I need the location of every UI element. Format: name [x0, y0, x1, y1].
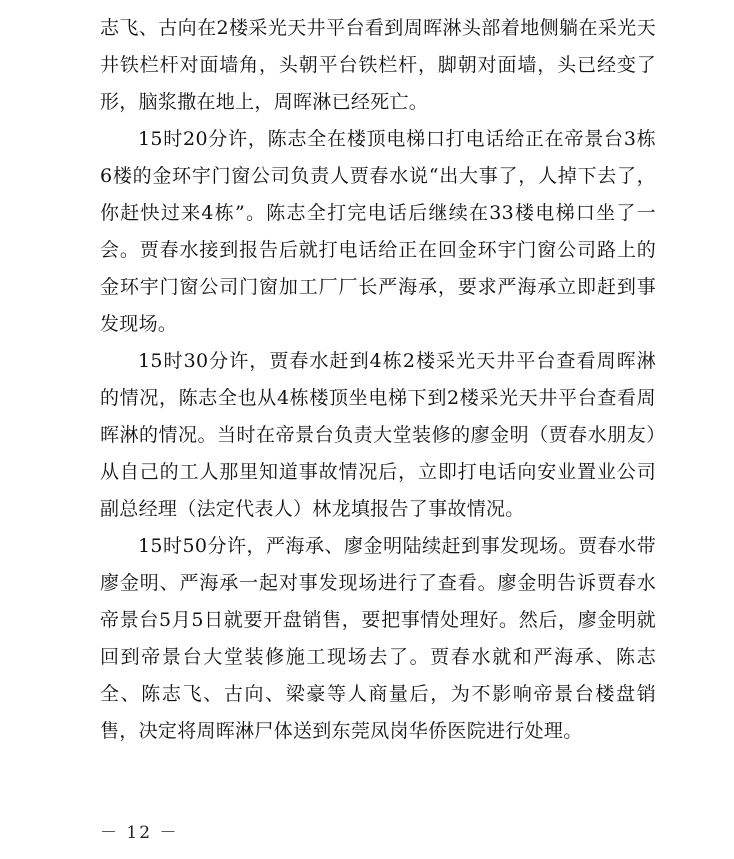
- paragraph-4: 15时50分许，严海承、廖金明陆续赶到事发现场。贾春水带廖金明、严海承一起对事发现场进行了查看。廖金明告诉贾春水帝景台5月5日就要开盘销售，要把事情处理好。然后，廖金明就回到帝景台大堂装修施工现场去了。贾春水就和严海承、陈志全、陈志飞、古向、梁豪等人商量后，为不影响帝景台楼盘销售，决定将周晖淋尸体送到东莞凤岗华侨医院进行处理。: [100, 535, 656, 742]
- paragraph-3: 15时30分许，贾春水赶到4栋2楼采光天井平台查看周晖淋的情况，陈志全也从4栋楼顶坐电梯下到2楼采光天井平台查看周晖淋的情况。当时在帝景台负责大堂装修的廖金明（贾春水朋友）从自己的工人那里知道事故情况后，立即打电话向安业置业公司副总经理（法定代表人）林龙填报告了事故情况。: [100, 350, 656, 520]
- page-number: － 12 －: [100, 823, 179, 843]
- paragraph-1: 志飞、古向在2楼采光天井平台看到周晖淋头部着地侧躺在采光天井铁栏杆对面墙角，头朝平台铁栏杆，脚朝对面墙，头已经变了形，脑浆撒在地上，周晖淋已经死亡。: [100, 17, 656, 113]
- document-body: [100, 10, 656, 750]
- paragraph-2: 15时20分许，陈志全在楼顶电梯口打电话给正在帝景台3栋6楼的金环宇门窗公司负责人贾春水说“出大事了，人掉下去了，你赶快过来4栋”。陈志全打完电话后继续在33楼电梯口坐了一会。贾春水接到报告后就打电话给正在回金环宇门窗公司路上的金环宇门窗公司门窗加工厂厂长严海承，要求严海承立即赶到事发现场。: [100, 128, 656, 335]
